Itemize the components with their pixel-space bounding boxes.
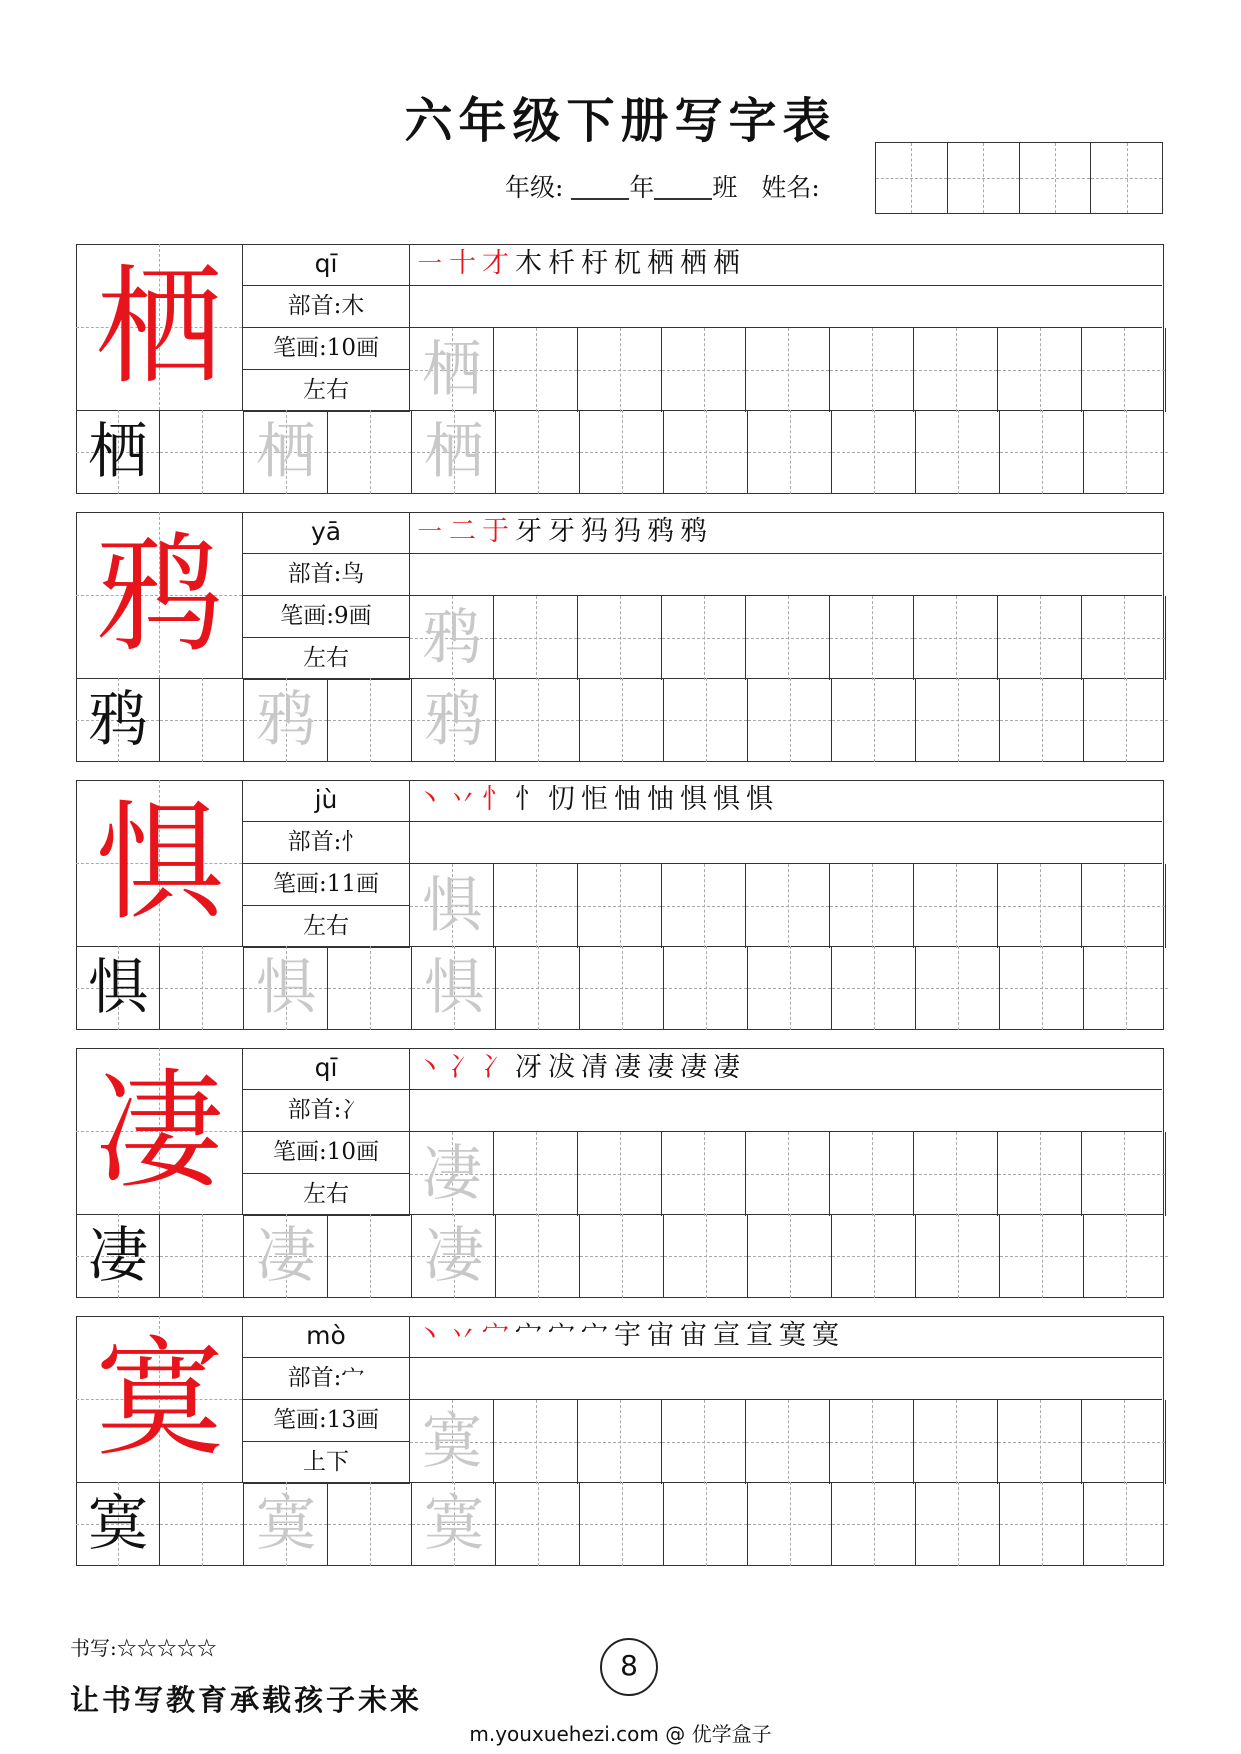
stroke-step: 惧 [713,784,746,815]
practice-square[interactable] [832,410,916,494]
pinyin: jù [243,780,410,822]
practice-square[interactable] [1000,1214,1084,1298]
model-cell [76,780,243,947]
stroke-step: 丶 [416,784,449,815]
radical: 部首:鸟 [243,554,410,596]
practice-square[interactable] [998,1400,1082,1484]
stroke-step: 宀 [548,1320,581,1351]
blank-row[interactable] [410,1090,1162,1132]
stroke-count: 笔画:10画 [243,328,410,370]
character-block [76,244,1164,494]
stroke-step: 忄 [515,784,548,815]
practice-square[interactable] [832,1482,916,1566]
stroke-step: 于 [482,516,515,547]
practice-square[interactable] [1084,946,1168,1030]
stroke-step: 栖 [647,248,680,279]
trace-character: 凄 [422,1139,482,1209]
practice-square[interactable] [496,1482,580,1566]
name-bar [505,168,820,204]
structure: 左右 [243,370,410,412]
radical: 部首:忄 [243,822,410,864]
practice-square[interactable] [662,1132,746,1216]
practice-square[interactable] [412,946,496,1030]
stroke-step: 二 [449,516,482,547]
stroke-order [410,244,1162,286]
trace-character: 惧 [424,953,484,1023]
year-label: 年 [629,173,655,202]
stroke-step: 栖 [680,248,713,279]
practice-square[interactable] [328,410,412,494]
stroke-step: 寞 [812,1320,845,1351]
practice-square[interactable] [832,946,916,1030]
practice-square[interactable] [494,328,578,412]
trace-character: 栖 [424,417,484,487]
pinyin: mò [243,1316,410,1358]
blank-row[interactable] [410,286,1162,328]
practice-square[interactable] [412,678,496,762]
practice-square[interactable] [244,1214,328,1298]
practice-square[interactable] [746,1132,830,1216]
stroke-step: 凄 [680,1052,713,1083]
practice-square[interactable] [748,678,832,762]
practice-square[interactable] [914,596,998,680]
structure: 左右 [243,638,410,680]
practice-square[interactable] [76,410,160,494]
stroke-step: 惧 [680,784,713,815]
model-character: 寞 [95,1325,224,1474]
practice-square[interactable] [160,1482,244,1566]
practice-square[interactable] [244,410,328,494]
grade-blank[interactable] [571,176,629,200]
practice-square[interactable] [1082,596,1166,680]
stroke-step: 凄 [713,1052,746,1083]
grade-label: 年级: [505,173,564,202]
stroke-step: 凄 [614,1052,647,1083]
stroke-step: 宣 [746,1320,779,1351]
practice-square[interactable] [998,328,1082,412]
stroke-step: 鸦 [647,516,680,547]
stroke-step: 鸦 [680,516,713,547]
pinyin: qī [243,244,410,286]
practice-square[interactable] [160,1214,244,1298]
stroke-step: 牙 [548,516,581,547]
practice-square[interactable] [496,410,580,494]
stroke-step: 木 [515,248,548,279]
practice-square[interactable] [916,946,1000,1030]
trace-character: 凄 [256,1221,316,1291]
practice-square[interactable] [748,946,832,1030]
character-block [76,1048,1164,1298]
stroke-step: 丶 [416,1052,449,1083]
practice-square[interactable] [328,678,412,762]
practice-square[interactable] [1000,678,1084,762]
pinyin: yā [243,512,410,554]
character-block [76,512,1164,762]
stroke-step: 栖 [713,248,746,279]
practice-square[interactable] [496,946,580,1030]
practice-square[interactable] [410,1400,494,1484]
pinyin: qī [243,1048,410,1090]
practice-square[interactable] [1000,410,1084,494]
stroke-step: 忄 [482,784,515,815]
model-character-small: 栖 [88,417,148,487]
radical: 部首:木 [243,286,410,328]
stroke-step: 宇 [614,1320,647,1351]
practice-square[interactable] [746,328,830,412]
practice-square[interactable] [160,410,244,494]
practice-square[interactable] [76,678,160,762]
practice-square[interactable] [1084,678,1168,762]
name-cell[interactable] [948,143,1020,213]
practice-square[interactable] [916,410,1000,494]
practice-square[interactable] [662,596,746,680]
practice-square[interactable] [916,678,1000,762]
stroke-step: 杌 [614,248,647,279]
radical: 部首:冫 [243,1090,410,1132]
practice-square[interactable] [914,864,998,948]
practice-square[interactable] [496,678,580,762]
practice-square[interactable] [244,678,328,762]
trace-character: 栖 [256,417,316,487]
stroke-count: 笔画:10画 [243,1132,410,1174]
trace-character: 鸦 [424,685,484,755]
practice-square[interactable] [914,1132,998,1216]
stroke-count: 笔画:13画 [243,1400,410,1442]
stroke-step: 怞 [647,784,680,815]
character-block [76,780,1164,1030]
stroke-step: 宙 [647,1320,680,1351]
practice-square[interactable] [662,864,746,948]
class-label: 班 [712,173,738,202]
practice-square[interactable] [580,1482,664,1566]
practice-square[interactable] [914,328,998,412]
trace-character: 寞 [422,1407,482,1477]
practice-square[interactable] [1000,946,1084,1030]
site-credit: m.youxuehezi.com @ 优学盒子 [469,1722,772,1746]
name-label: 姓名: [761,173,820,202]
stroke-order [410,1316,1162,1358]
practice-square[interactable] [662,1400,746,1484]
stroke-step: 寞 [779,1320,812,1351]
model-character: 鸦 [95,521,224,670]
stroke-step: 怞 [614,784,647,815]
practice-square[interactable] [494,864,578,948]
trace-character: 鸦 [422,603,482,673]
practice-square[interactable] [244,946,328,1030]
name-cell[interactable] [876,143,948,213]
practice-square[interactable] [496,1214,580,1298]
practice-square[interactable] [664,410,748,494]
practice-square[interactable] [746,864,830,948]
practice-square[interactable] [998,1132,1082,1216]
stroke-step: ㇐ [416,248,449,279]
model-character: 凄 [95,1057,224,1206]
practice-square[interactable] [160,678,244,762]
practice-square[interactable] [580,1214,664,1298]
blank-row[interactable] [410,822,1162,864]
stroke-step: 犸 [614,516,647,547]
stroke-step: 宣 [713,1320,746,1351]
rating: 书写:☆☆☆☆☆ [70,1636,217,1660]
stroke-step: 十 [449,248,482,279]
practice-square[interactable] [412,1214,496,1298]
model-character: 栖 [95,253,224,402]
model-cell [76,1316,243,1483]
practice-square[interactable] [830,596,914,680]
blank-row[interactable] [410,1358,1162,1400]
radical: 部首:宀 [243,1358,410,1400]
structure: 左右 [243,906,410,948]
stroke-step: 冫 [482,1052,515,1083]
practice-square[interactable] [578,1132,662,1216]
practice-square[interactable] [412,1482,496,1566]
practice-square[interactable] [748,410,832,494]
trace-character: 惧 [422,871,482,941]
practice-square[interactable] [580,410,664,494]
stroke-step: 丶 [416,1320,449,1351]
stroke-step: 冹 [548,1052,581,1083]
practice-square[interactable] [410,864,494,948]
stroke-step: 宀 [515,1320,548,1351]
practice-square[interactable] [580,946,664,1030]
stroke-step: 怇 [581,784,614,815]
stroke-step: 牙 [515,516,548,547]
stroke-step: 杅 [581,248,614,279]
practice-square[interactable] [328,1214,412,1298]
practice-square[interactable] [664,946,748,1030]
practice-square[interactable] [1082,1132,1166,1216]
practice-square[interactable] [1082,864,1166,948]
stroke-step: 杄 [548,248,581,279]
trace-character: 栖 [422,335,482,405]
practice-square[interactable] [1084,1214,1168,1298]
trace-character: 寞 [424,1489,484,1559]
practice-square[interactable] [410,328,494,412]
name-cell[interactable] [1091,143,1162,213]
stroke-step: 丷 [449,1320,482,1351]
practice-square[interactable] [76,946,160,1030]
trace-character: 凄 [424,1221,484,1291]
trace-character: 寞 [256,1489,316,1559]
stroke-step: 冴 [515,1052,548,1083]
model-character: 惧 [95,789,224,938]
model-character-small: 鸦 [88,685,148,755]
practice-square[interactable] [494,1132,578,1216]
practice-square[interactable] [578,596,662,680]
stroke-step: ㇐ [416,516,449,547]
practice-square[interactable] [662,328,746,412]
practice-square[interactable] [578,1400,662,1484]
practice-square[interactable] [830,328,914,412]
name-box[interactable] [875,142,1163,214]
stroke-step: 宙 [680,1320,713,1351]
practice-square[interactable] [998,864,1082,948]
practice-square[interactable] [916,1482,1000,1566]
model-cell [76,512,243,679]
practice-square[interactable] [578,864,662,948]
stroke-order [410,512,1162,554]
practice-square[interactable] [998,596,1082,680]
stroke-order [410,780,1162,822]
stroke-count: 笔画:9画 [243,596,410,638]
practice-square[interactable] [832,1214,916,1298]
model-character-small: 凄 [88,1221,148,1291]
practice-square[interactable] [76,1214,160,1298]
blank-row[interactable] [410,554,1162,596]
practice-square[interactable] [1000,1482,1084,1566]
practice-square[interactable] [410,596,494,680]
practice-square[interactable] [664,1482,748,1566]
practice-square[interactable] [328,946,412,1030]
stroke-step: 才 [482,248,515,279]
slogan: 让书写教育承载孩子未来 [70,1683,423,1717]
practice-square[interactable] [916,1214,1000,1298]
trace-character: 鸦 [256,685,316,755]
structure: 左右 [243,1174,410,1216]
practice-square[interactable] [328,1482,412,1566]
practice-square[interactable] [664,678,748,762]
practice-square[interactable] [494,596,578,680]
trace-character: 惧 [256,953,316,1023]
practice-square[interactable] [1082,1400,1166,1484]
model-cell [76,244,243,411]
practice-square[interactable] [76,1482,160,1566]
structure: 上下 [243,1442,410,1484]
stroke-step: 冫 [449,1052,482,1083]
model-character-small: 惧 [88,953,148,1023]
practice-square[interactable] [746,1400,830,1484]
practice-square[interactable] [494,1400,578,1484]
practice-square[interactable] [1084,410,1168,494]
model-character-small: 寞 [88,1489,148,1559]
page-title: 六年级下册写字表 [404,93,837,149]
practice-square[interactable] [914,1400,998,1484]
stroke-step: 凊 [581,1052,614,1083]
stroke-step: 凄 [647,1052,680,1083]
practice-square[interactable] [244,1482,328,1566]
practice-square[interactable] [578,328,662,412]
practice-square[interactable] [748,1482,832,1566]
practice-square[interactable] [832,678,916,762]
stroke-step: 犸 [581,516,614,547]
practice-square[interactable] [746,596,830,680]
practice-square[interactable] [830,864,914,948]
stroke-step: 宀 [581,1320,614,1351]
stroke-step: 丷 [449,784,482,815]
practice-square[interactable] [580,678,664,762]
model-cell [76,1048,243,1215]
stroke-step: 惧 [746,784,779,815]
practice-square[interactable] [1082,328,1166,412]
stroke-step: 忉 [548,784,581,815]
class-blank[interactable] [654,176,712,200]
practice-square[interactable] [412,410,496,494]
practice-square[interactable] [1084,1482,1168,1566]
page-number: 8 [600,1638,658,1696]
name-cell[interactable] [1020,143,1092,213]
character-block [76,1316,1164,1566]
practice-square[interactable] [830,1400,914,1484]
practice-square[interactable] [664,1214,748,1298]
practice-square[interactable] [160,946,244,1030]
stroke-count: 笔画:11画 [243,864,410,906]
stroke-order [410,1048,1162,1090]
practice-square[interactable] [748,1214,832,1298]
stroke-step: 宀 [482,1320,515,1351]
practice-square[interactable] [830,1132,914,1216]
practice-square[interactable] [410,1132,494,1216]
